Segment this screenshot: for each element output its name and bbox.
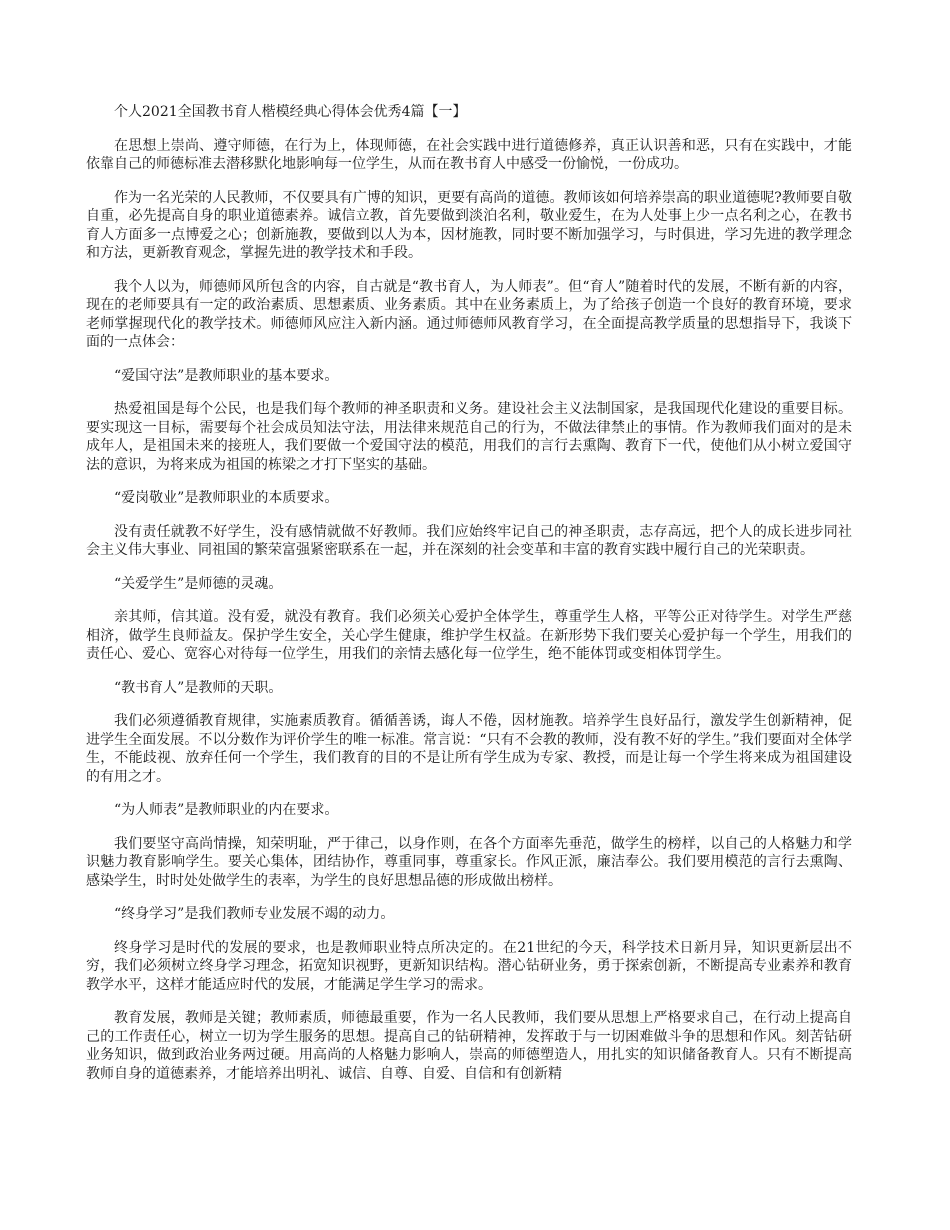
paragraph: 我个人以为，师德师风所包含的内容，自古就是“教书育人，为人师表”。但“育人”随着时代的发展，不断有新的内容，现在的老师要具有一定的政治素质、思想素质、业务素质。其中在业务素质上，为了给孩子创造一个良好的教育环境，要求老师掌握现代化的教学技术。师德师风应注入新内涵。通过师德师风教育学习，在全面提高教学质量的思想指导下，我谈下面的一点体会： — [86, 278, 852, 350]
paragraph: 亲其师，信其道。没有爱，就没有教育。我们必须关心爱护全体学生，尊重学生人格，平等公正对待学生。对学生严慈相济，做学生良师益友。保护学生安全，关心学生健康，维护学生权益。在新形势下我们要关心爱护每一个学生，用我们的责任心、爱心、宽容心对待每一位学生，用我们的亲情去感化每一位学生，绝不能体罚或变相体罚学生。 — [86, 609, 852, 662]
section-heading: “爱岗敬业”是教师职业的本质要求。 — [114, 490, 339, 506]
paragraph: 热爱祖国是每个公民，也是我们每个教师的神圣职责和义务。建设社会主义法制国家，是我国现代化建设的重要目标。要实现这一目标，需要每个社会成员知法守法，用法律来规范自己的行为，不做法律禁止的事情。作为教师我们面对的是未成年人，是祖国未来的接班人，我们要做一个爱国守法的模范，用我们的言行去熏陶、教育下一代，使他们从小树立爱国守法的意识，为将来成为祖国的栋梁之才打下坚实的基础。 — [86, 401, 852, 473]
paragraph: 作为一名光荣的人民教师，不仅要具有广博的知识，更要有高尚的道德。教师该如何培养崇高的职业道德呢?教师要自敬自重，必先提高自身的职业道德素养。诚信立教，首先要做到淡泊名利，敬业爱生，在为人处事上少一点名利之心，在教书育人方面多一点博爱之心；创新施教，要做到以人为本，因材施教，同时要不断加强学习，与时俱进，学习先进的教学理念和方法，更新教育观念，掌握先进的教学技术和手段。 — [86, 189, 852, 261]
paragraph: 我们必须遵循教育规律，实施素质教育。循循善诱，诲人不倦，因材施教。培养学生良好品行，激发学生创新精神，促进学生全面发展。不以分数作为评价学生的唯一标准。常言说：“只有不会教的教师，没有教不好的学生。”我们要面对全体学生，不能歧视、放弃任何一个学生，我们教育的目的不是让所有学生成为专家、教授，而是让每一个学生将来成为祖国建设的有用之才。 — [86, 713, 852, 785]
section-heading: “为人师表”是教师职业的内在要求。 — [114, 802, 339, 818]
paragraph: 我们要坚守高尚情操，知荣明耻，严于律己，以身作则，在各个方面率先垂范，做学生的榜样，以自己的人格魅力和学识魅力教育影响学生。要关心集体，团结协作，尊重同事，尊重家长。作风正派，廉洁奉公。我们要用模范的言行去熏陶、感染学生，时时处处做学生的表率，为学生的良好思想品德的形成做出榜样。 — [86, 835, 852, 889]
section-heading: “关爱学生”是师德的灵魂。 — [114, 575, 283, 592]
document-page — [86, 103, 852, 1098]
paragraph: 终身学习是时代的发展的要求，也是教师职业特点所决定的。在21世纪的今天，科学技术日新月异，知识更新层出不穷，我们必须树立终身学习理念，拓宽知识视野，更新知识结构。潜心钻研业务，勇于探索创新，不断提高专业素养和教育教学水平，这样才能适应时代的发展，才能满足学生学习的需求。 — [86, 939, 852, 993]
paragraph: 在思想上崇尚、遵守师德，在行为上，体现师德，在社会实践中进行道德修养，真正认识善和恶，只有在实践中，才能依靠自己的师德标准去潜移默化地影响每一位学生，从而在教书育人中感受一份愉悦，一份成功。 — [86, 137, 852, 172]
document-title: 个人2021全国教书育人楷模经典心得体会优秀4篇【一】 — [114, 104, 467, 120]
paragraph: 教育发展，教师是关键；教师素质，师德最重要，作为一名人民教师，我们要从思想上严格要求自己，在行动上提高自己的工作责任心，树立一切为学生服务的思想。提高自己的钻研精神，发挥敢于与一切困难做斗争的思想和作风。刻苦钻研业务知识，做到政治业务两过硬。用高尚的人格魅力影响人，崇高的师德塑造人，用扎实的知识储备教育人。只有不断提高教师自身的道德素养，才能培养出明礼、诚信、自尊、自爱、自信和有创新精 — [86, 1010, 852, 1082]
section-heading: “爱国守法”是教师职业的基本要求。 — [114, 367, 339, 384]
paragraph: 没有责任就教不好学生，没有感情就做不好教师。我们应始终牢记自己的神圣职责，志存高远，把个人的成长进步同社会主义伟大事业、同祖国的繁荣富强紧密联系在一起，并在深刻的社会变革和丰富的教育实践中履行自己的光荣职责。 — [86, 523, 852, 558]
document-body — [86, 137, 852, 1084]
section-heading: “终身学习”是我们教师专业发展不竭的动力。 — [114, 906, 395, 922]
section-heading: “教书育人”是教师的天职。 — [114, 679, 283, 696]
